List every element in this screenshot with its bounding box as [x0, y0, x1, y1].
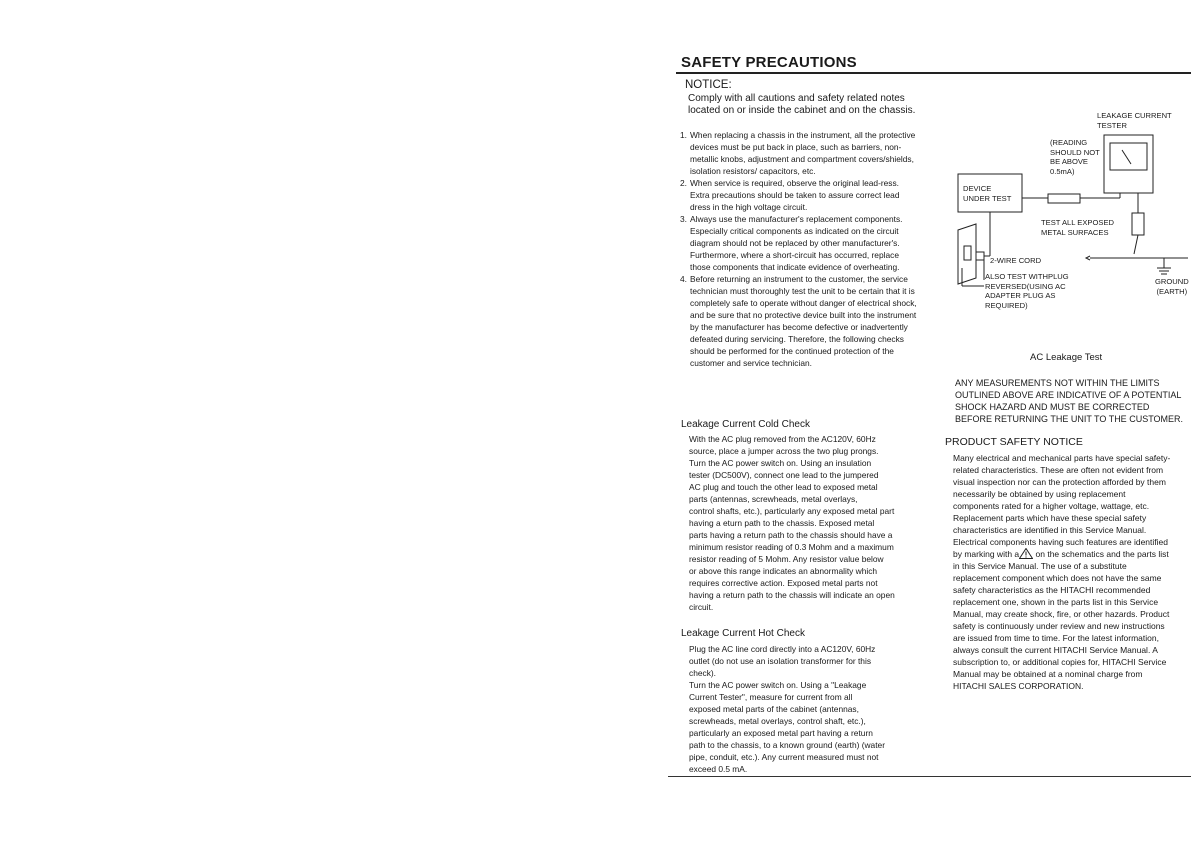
list-item — [680, 177, 920, 213]
list-number: 2. — [680, 178, 687, 188]
hot-check-heading: Leakage Current Hot Check — [681, 628, 805, 639]
notice-body: Comply with all cautions and safety related notes located on or inside the cabinet and on the chassis. — [688, 93, 916, 116]
warning-triangle-icon — [1019, 548, 1033, 559]
device-label: DEVICE UNDER TEST — [963, 184, 1012, 203]
tester-label: LEAKAGE CURRENT TESTER — [1097, 111, 1172, 130]
cold-check-heading: Leakage Current Cold Check — [681, 419, 810, 430]
precautions-list — [680, 129, 920, 369]
notice-heading: NOTICE: — [685, 79, 732, 91]
product-safety-text-after: on the schematics and the parts list in this Service Manual. The use of a substitute replacement component which does not have the same safety characteristics as the HITACHI recommended replacement one, shown in the parts list in this Service Manual, may create shock, fire, or other hazards. Product safety is continuously under review and new instructions are issued from time to time. For the latest information, always consult the current HITACHI Service Manual. A subscription to, or additional copies for, HITACHI Service Manual may be obtained at a nominal charge from HITACHI SALES CORPORATION. — [953, 549, 1170, 691]
tester-box — [1104, 135, 1153, 193]
bottom-rule — [668, 776, 1191, 777]
plug-label: ALSO TEST WITHPLUG REVERSED(USING AC ADAPTER PLUG AS REQUIRED) — [985, 272, 1069, 310]
list-text: When replacing a chassis in the instrument, all the protective devices must be put back in place, such as barriers, non-metallic knobs, adjustment and compartment covers/shields, isolation resistors/ capacitors, etc. — [690, 130, 916, 176]
diagram-caption: AC Leakage Test — [1030, 352, 1103, 363]
product-safety-body — [953, 452, 1189, 692]
ac-plug — [976, 252, 984, 260]
list-item — [680, 213, 920, 273]
list-number: 4. — [680, 274, 687, 284]
list-text: Always use the manufacturer's replacement components. Especially critical components as indicated on the circuit diagram should not be replaced by other manufacturer's. Furthermore, where a short-circuit has occurred, replace those components that indicate evidence of overheating. — [690, 214, 903, 272]
meter-needle — [1122, 150, 1131, 164]
probe-resistor — [1048, 194, 1080, 203]
warning-text: ANY MEASUREMENTS NOT WITHIN THE LIMITS OUTLINED ABOVE ARE INDICATIVE OF A POTENTIAL SHOCK HAZARD AND MUST BE CORRECTED BEFORE RETURNING THE UNIT TO THE CUSTOMER. — [955, 378, 1184, 424]
page-title: SAFETY PRECAUTIONS — [681, 54, 857, 71]
title-rule — [676, 72, 1191, 74]
list-number: 3. — [680, 214, 687, 224]
product-safety-heading: PRODUCT SAFETY NOTICE — [945, 436, 1083, 448]
ground-label: GROUND (EARTH) — [1155, 277, 1189, 296]
outlet-socket — [964, 246, 971, 260]
product-safety-text-before: Many electrical and mechanical parts have special safety- related characteristics. These are often not evident from visual inspection nor can the protection afforded by them necessarily be obtained by using replacement components rated for a higher voltage, wattage, etc. Replacement parts which have these special safety characteristics are identified in this Service Manual. Electrical components having such features are identified by marking with a — [953, 453, 1171, 559]
test-surfaces-label: TEST ALL EXPOSED METAL SURFACES — [1041, 218, 1115, 237]
hot-check-body: Plug the AC line cord directly into a AC120V, 60Hz outlet (do not use an isolation transformer for this check). Turn the AC power switch on. Using a "Leakage Current Tester", measure for current from all exposed metal parts of the cabinet (antennas, screwheads, metal overlays, control shaft, etc.), particularly an exposed metal part having a return path to the chassis, to a known ground (earth) (water pipe, conduit, etc.). Any current measured must not exceed 0.5 mA. — [689, 644, 885, 774]
list-number: 1. — [680, 130, 687, 140]
list-item — [680, 129, 920, 177]
list-text: When service is required, observe the original lead-ress. Extra precautions should be taken to assure correct lead dress in the high voltage circuit. — [690, 178, 900, 212]
list-text: Before returning an instrument to the customer, the service technician must thoroughly test the unit to be certain that it is completely safe to operate without danger of electrical shock, and be sure that no protective device built into the instrument by the manufacturer has become defective or inadvertently defeated during servicing. Therefore, the following checks should be performed for the continued protection of the customer and service technician. — [690, 274, 917, 368]
list-item — [680, 273, 920, 369]
cold-check-body: With the AC plug removed from the AC120V, 60Hz source, place a jumper across the two plug prongs. Turn the AC power switch on. Using an insulation tester (DC500V), connect one lead to the jumpered AC plug and touch the other lead to exposed metal parts (antennas, screwheads, metal overlays, control shafts, etc.), particularly any exposed metal part having a eturn path to the chassis. Exposed metal parts having a return path to the chassis should have a minimum resistor reading of 0.3 Mohm and a maximum resistor reading of 5 Mohm. Any resistor value below or above this range indicates an abnormality which requires corrective action. Exposed metal parts not having a return path to the chassis will indicate an open circuit. — [689, 434, 895, 612]
wall-outlet — [958, 224, 976, 284]
tester-meter — [1110, 143, 1147, 170]
test-probe — [1132, 213, 1144, 235]
cord-label: 2-WIRE CORD — [990, 256, 1042, 265]
reading-label: (READING SHOULD NOT BE ABOVE 0.5mA) — [1050, 138, 1100, 176]
